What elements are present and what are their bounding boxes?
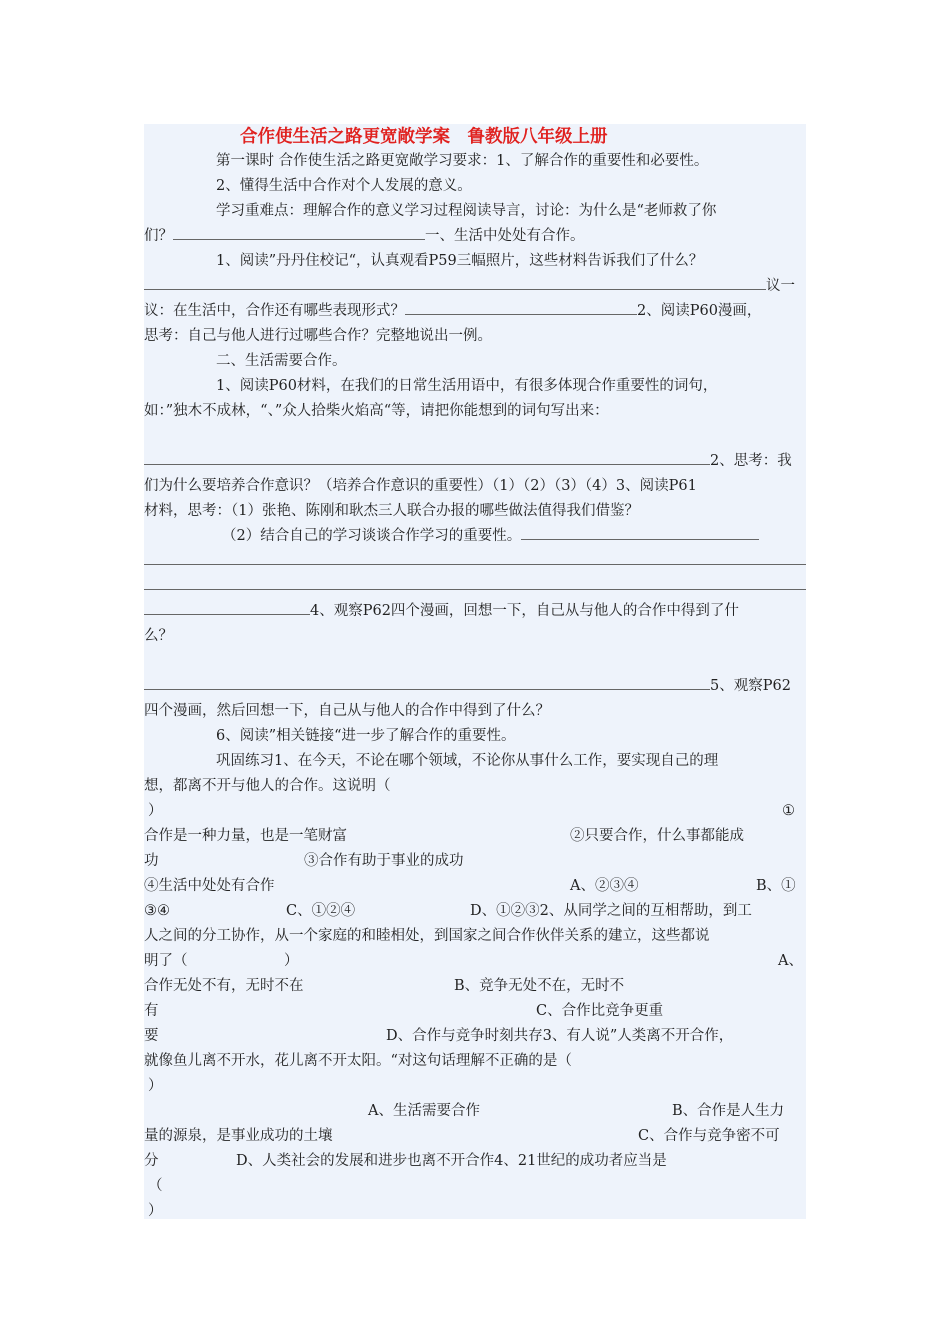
text-line: 4、观察P62四个漫画，回想一下，自己从与他人的合作中得到了什	[144, 599, 806, 624]
text-line: 6、阅读”相关链接“进一步了解合作的重要性。	[216, 728, 516, 744]
text-line: ④生活中处处有合作 A、②③④ B、①	[144, 878, 796, 894]
text-line: 议一	[144, 274, 806, 299]
text-line: （2）结合自己的学习谈谈合作学习的重要性。	[144, 524, 884, 549]
answer-blank[interactable]	[144, 600, 310, 615]
text-line: ）	[148, 1203, 163, 1219]
text-line: （	[148, 1178, 163, 1194]
text-line: 思考：自己与他人进行过哪些合作？完整地说出一例。	[144, 328, 492, 344]
text-line: 巩固练习1、在今天，不论在哪个领域，不论你从事什么工作，要实现自己的理	[216, 753, 719, 769]
text-line: 1、阅读P60材料，在我们的日常生活用语中，有很多体现合作重要性的词句，	[216, 378, 718, 394]
text-line: A、生活需要合作 B、合作是人生力	[368, 1103, 785, 1119]
answer-blank[interactable]	[144, 275, 766, 290]
text-line: ）	[148, 1078, 163, 1094]
text-line: 二、生活需要合作。	[216, 353, 347, 369]
text-line: 人之间的分工协作，从一个家庭的和睦相处，到国家之间合作伙伴关系的建立，这些都说	[144, 928, 710, 944]
text-line: 合作是一种力量，也是一笔财富 ②只要合作，什么事都能成	[144, 828, 744, 844]
text-line: 材料，思考：（1）张艳、陈刚和耿杰三人联合办报的哪些做法值得我们借鉴？	[144, 503, 639, 519]
text-line: 议：在生活中，合作还有哪些表现形式？ 2、阅读P60漫画，	[144, 299, 806, 324]
answer-blank[interactable]	[521, 525, 759, 540]
answer-line[interactable]	[144, 589, 806, 590]
text-line: 合作无处不有，无时不在 B、竞争无处不在，无时不	[144, 978, 625, 994]
answer-line[interactable]	[144, 564, 806, 565]
text-line: ③④ C、①②④ D、①②③2、从同学之间的互相帮助，到工	[144, 903, 752, 919]
text-line: 明了（ ） A、	[144, 953, 803, 969]
text-line: 第一课时 合作使生活之路更宽敞学习要求：1、了解合作的重要性和必要性。	[216, 153, 709, 169]
text-line: 学习重难点：理解合作的意义学习过程阅读导言，讨论：为什么是“老师救了你	[216, 203, 717, 219]
text-line: 5、观察P62	[144, 674, 806, 699]
answer-blank[interactable]	[173, 225, 425, 240]
text-line: 想，都离不开与他人的合作。这说明（	[144, 778, 391, 794]
text-line: 就像鱼儿离不开水，花儿离不开太阳。“对这句话理解不正确的是（	[144, 1053, 572, 1069]
text-line: 么？	[144, 628, 173, 644]
text-line: 们？ 一、生活中处处有合作。	[144, 224, 806, 249]
text-line: 2、思考：我	[144, 449, 806, 474]
text-line: 们为什么要培养合作意识？（培养合作意识的重要性）（1）（2）（3）（4）3、阅读P61	[144, 478, 697, 494]
text-line: 量的源泉，是事业成功的土壤 C、合作与竞争密不可	[144, 1128, 780, 1144]
text-line: 功 ③合作有助于事业的成功	[144, 853, 464, 869]
answer-blank[interactable]	[405, 300, 637, 315]
document-title: 合作使生活之路更宽敞学案 鲁教版八年级上册	[240, 127, 608, 147]
answer-blank[interactable]	[144, 675, 710, 690]
answer-blank[interactable]	[144, 450, 710, 465]
text-line: 有 C、合作比竞争更重	[144, 1003, 664, 1019]
text-line: ） ①	[148, 803, 795, 819]
text-line: 分 D、人类社会的发展和进步也离不开合作4、21世纪的成功者应当是	[144, 1153, 667, 1169]
text-line: 四个漫画，然后回想一下，自己从与他人的合作中得到了什么？	[144, 703, 550, 719]
text-line: 1、阅读”丹丹住校记“，认真观看P59三幅照片，这些材料告诉我们了什么？	[216, 253, 704, 269]
text-line: 要 D、合作与竞争时刻共存3、有人说”人类离不开合作，	[144, 1028, 734, 1044]
text-line: 如：”独木不成林，“、”众人拾柴火焰高“等，请把你能想到的词句写出来：	[144, 403, 609, 419]
text-line: 2、懂得生活中合作对个人发展的意义。	[216, 178, 472, 194]
